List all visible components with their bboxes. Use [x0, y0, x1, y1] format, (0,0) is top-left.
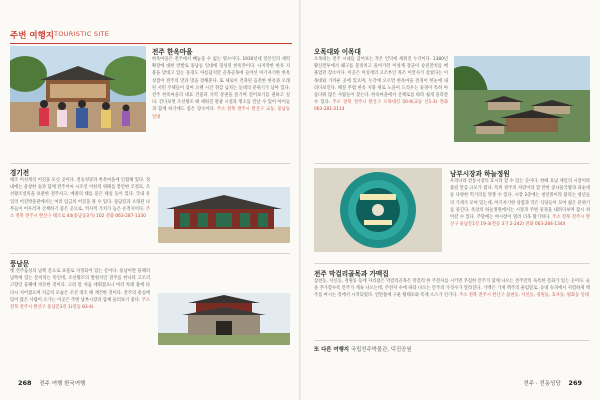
pungnammun-text: 옛 전주읍성의 남쪽 문으로 보물로 지정되어 있는 문이다. 풍남이란 풍패의 남쪽에 있는 문이라는 뜻인데, 조선왕조의 발원지인 전주를 한나라 고조의 고향인 풍패에 비유한 것이다. 고려 말 처음 세워졌으나 여러 차례 불에 타 다시 지어졌으며 지금의 모습은 조선 영조 때 재건한 것이다. 전주의 중심에 있어 많은 사람이 오가는 이곳은 주변 남부시장과 함께 둘러보기 좋다.	[10, 269, 150, 303]
gyeonggijeon-body	[10, 177, 150, 249]
gyeonggijeon-photo	[158, 187, 290, 243]
hanok-title: 전주 한옥마을	[152, 48, 193, 56]
divider	[314, 263, 590, 264]
pungnammun-body	[10, 268, 150, 354]
more-places-label: 또 다른 여행지	[314, 347, 349, 353]
makgeolli-text: 삼천동, 서신동, 경원동 등에 자리잡은 막걸리골목은 막걸리 한 주전자를 시키면 푸짐한 안주가 함께 나오는 전주만의 독특한 문화가 있는 곳이다. 술을 추가할수록 안주가 계속 나오는데, 주전자 수에 따라 나오는 안주의 가짓수가 달라진다. 가맥은 가게 맥주의 줄임말로, 동네 슈퍼에서 저렴하게 맥주를 마시는 것에서 시작되었다. 연탄불에 구운 황태포와 특제 소스가 인기다.	[314, 279, 590, 299]
makgeolli-body	[314, 278, 590, 336]
nambu-market-photo	[314, 168, 442, 252]
omokdae-address: 주소 전북 전주시 완산구 오목대길 50-6(교동 산1-3) 전화 063-281-2114	[314, 100, 448, 113]
header-rule	[10, 43, 292, 44]
right-footer	[524, 379, 582, 387]
divider	[314, 340, 590, 341]
right-footer-title: 전주 · 전동성당	[523, 381, 561, 387]
makgeolli-address: 주소 전북 전주시 완산구 삼천동, 서신동, 경원동, 효자동, 평화동 일대	[459, 293, 589, 299]
section-header	[10, 28, 290, 42]
left-footer-title: 전주 여행	[39, 381, 63, 387]
pungnammun-title: 풍남문	[10, 260, 30, 268]
right-page	[300, 0, 600, 400]
divider	[10, 163, 290, 164]
header-title-en: TOURISTIC SITE	[54, 30, 110, 38]
makgeolli-title: 전주 막걸리골목과 가맥집	[314, 270, 389, 278]
header-title-ko: 주변 여행지	[10, 31, 55, 41]
nambu-text: 우리나라 전통시장의 효시라 할 수 있는 곳이다. 한때 호남 제일의 시장이라 불릴 만큼 규모가 컸다. 특히 전주의 자랑이라 할 만한 콩나물국밥과 피순대 등 다양한 먹거리를 맛볼 수 있다. 시장 2층에는 청년몰이라 불리는 청년들의 가게가 모여 있는데, 아기자기한 상점과 작은 식당들이 모여 젊은 분위기를 풍긴다. 옥상의 하늘정원에서는 시장과 주변 풍경을 내려다보며 잠시 쉬어갈 수 있다. 주말에는 야시장이 열려 더욱 활기차다.	[450, 179, 590, 221]
nambu-body	[450, 178, 590, 260]
left-footer	[18, 379, 85, 387]
nambu-address: 주소 전북 전주시 완산구 풍남문1길 19-3(전동 3가 2-242) 전화 063-284-1344	[450, 215, 590, 228]
gyeonggijeon-address: 주소 전북 전주시 완산구 태조로 44(풍남동3가) 102 전화 063-287-1330	[10, 206, 150, 220]
hanok-body	[152, 56, 290, 132]
omokdae-body	[314, 56, 448, 152]
more-places	[314, 345, 412, 353]
omokdae-title: 오목대와 이목대	[314, 48, 361, 56]
omokdae-photo	[454, 56, 590, 142]
divider	[10, 253, 290, 254]
hanok-text: 한옥마을은 전주에서 빼놓을 수 없는 명소이다. 1930년대 일본인의 세력 확장에 대한 반발로 풍남동 일대에 형성된 한옥촌이다. 나지막한 한옥 지붕을 맞대고 있는 풍경도 아름답지만 골목골목에 들어선 아기자기한 한옥 상점이 전주의 맛과 멋을 전해준다. 또 새로이 건축된 음전한 한옥과 오래된 서민 주택들이 섞여 오랜 시간 정감 넘치는 동네의 분위기가 남아 있다. 전주 한옥마을의 대표 건물과 지역 상권을 즐기며 걸어보기를 권하고 싶다. 걷다보면 조선왕조 때 세워진 관광 시설과 명소를 만날 수 있어 아이들과 함께 하기에도 좋은 장소이다.	[152, 57, 290, 113]
more-places-items: 국립전주박물관, 덕진공원	[350, 347, 412, 353]
nambu-title: 남부시장과 하늘정원	[450, 170, 510, 178]
gyeonggijeon-text: 태조 이성계의 어진을 모신 곳이다. 전동성당과 한옥마을에 인접해 있다. 경내에는 울창한 숲과 함께 전주이씨 시조인 이한의 위패를 봉안한 조경묘, 조선왕조실록을 보관한 전주사고, 예종의 태를 묻은 태실 등이 있다. 국내 유일의 어진박물관에서는 여러 임금의 어진을 볼 수 있다. 돌담길과 오래된 나무들이 어우러져 산책하기 좋은 곳으로, 역사적 가치가 높은 유적지이다.	[10, 178, 150, 212]
divider	[314, 163, 590, 164]
right-page-number: 269	[568, 379, 582, 387]
omokdae-text: 오목대는 전주 시내를 굽어보는 작은 언덕에 세워진 누각이다. 1380년 황산전투에서 왜구를 물리치고 돌아가던 이성계 장군이 승전잔치를 베풀었던 장소이다. 이곳은 이성계의 고조부인 목조 이안사가 살았다는 이목대와 가까운 곳에 있으며, 누각에 오르면 한옥마을 전경이 한눈에 내려다보인다. 해질 무렵 한옥 지붕 위로 노을이 드리우는 풍경이 특히 아름다워 많은 사람들이 찾는다. 한옥마을에서 산책로를 따라 쉽게 올라갈 수 있다.	[314, 57, 448, 106]
pungnammun-photo	[158, 293, 290, 345]
left-footer-sub: 한국여행	[64, 381, 86, 387]
hanok-address: 주소 전북 전주시 완산구 교동, 풍남동 일대	[152, 107, 290, 120]
left-page-number: 268	[18, 379, 32, 387]
hanok-village-photo	[10, 46, 146, 132]
pungnammun-address: 주소 전북 전주시 완산구 풍남문3길 1(전동 83-4)	[10, 297, 150, 311]
gyeonggijeon-title: 경기전	[10, 169, 30, 177]
